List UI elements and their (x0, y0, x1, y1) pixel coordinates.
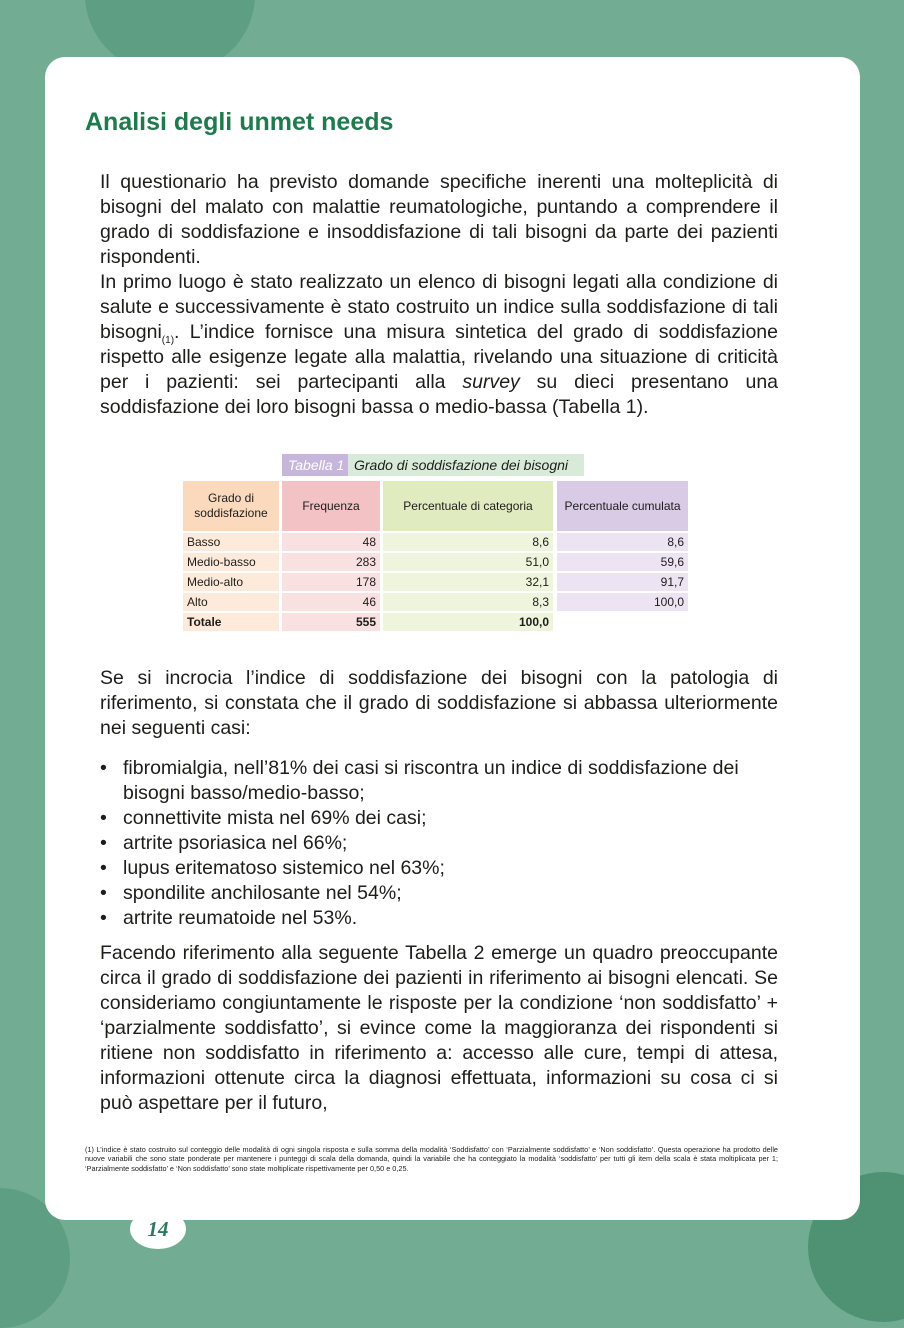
table-cell-label: Medio-alto (183, 573, 279, 591)
intro-text (85, 170, 778, 420)
page-title: Analisi degli unmet needs (85, 108, 394, 136)
table-header-grado: Grado di soddisfazione (183, 481, 279, 531)
footnote-ref: (1) (161, 334, 175, 346)
list-item: • lupus eritematoso sistemico nel 63%; (98, 856, 778, 881)
list-item: • spondilite anchilosante nel 54%; (98, 881, 778, 906)
pathology-list (98, 756, 778, 931)
list-item: • artrite psoriasica nel 66%; (98, 831, 778, 856)
table-cell-freq: 178 (282, 573, 380, 591)
table-total-label: Totale (183, 613, 279, 631)
body-paragraph-4: Facendo riferimento alla seguente Tabella 2 emerge un quadro preoccupante circa il grado di soddisfazione dei pazienti in riferimento ai bisogni elencati. Se consideriamo congiuntamente le risposte per la condizione ‘non soddisfatto’ + ‘parzialmente soddisfatto’, si evince come la maggioranza dei rispondenti si ritiene non soddisfatto in riferimento a: accesso alle cure, tempi di attesa, informazioni ottenute circa la diagnosi effettuata, informazioni su cosa ci si può aspettare per il futuro, (100, 942, 778, 1114)
table-cell-pct: 51,0 (383, 553, 553, 571)
table-cell-pct: 8,6 (383, 533, 553, 551)
table-cell-cum: 8,6 (557, 533, 688, 551)
table-caption-number: Tabella 1 (282, 454, 348, 476)
table-cell-label: Alto (183, 593, 279, 611)
intro-paragraph-2: In primo luogo è stato realizzato un elenco di bisogni legati alla condizione di salute e successivamente è stato costruito un indice sulla soddisfazione di tali bisogni$_{(1)}$. L’indice fornisce una misura sintetica del grado di soddisfazione rispetto alle esigenze legate alla malattia, rivelando una situazione di criticità per i pazienti: sei partecipanti alla survey su dieci presentano una soddisfazione dei loro bisogni bassa o medio-bassa (Tabella 1). (100, 271, 779, 418)
table-cell-cum: 59,6 (557, 553, 688, 571)
table-caption-title: Grado di soddisfazione dei bisogni (348, 454, 584, 476)
table-cell-pct: 8,3 (383, 593, 553, 611)
table-header-cumulata: Percentuale cumulata (557, 481, 688, 531)
list-item: • artrite reumatoide nel 53%. (98, 906, 778, 931)
body-paragraph-3: Se si incrocia l’indice di soddisfazione dei bisogni con la patologia di riferimento, si constata che il grado di soddisfazione si abbassa ulteriormente nei seguenti casi: (100, 667, 778, 739)
footnote: (1) L’indice è stato costruito sul conteggio delle modalità di ogni singola risposta e sulla somma della modalità ‘Soddisfatto’ con ‘Parzialmente soddisfatto’ e ‘Non soddisfatto’. Questa operazione ha prodotto delle nuove variabili che sono state ponderate per mantenere i punteggi di scala della domanda, quindi la variabile che ha conteggiato la modalità ‘soddisfatto’ per tutti gli item della scala è stata moltiplicata per 1; ‘Parzialmente soddisfatto’ e ‘Non soddisfatto’ sono state moltiplicate rispettivamente per 0,50 e 0,25. (85, 1145, 778, 1173)
table-total-pct: 100,0 (383, 613, 553, 631)
page-number: 14 (130, 1209, 186, 1249)
intro-paragraph-1: Il questionario ha previsto domande specifiche inerenti una molteplicità di bisogni del malato con malattie reumatologiche, puntando a comprendere il grado di soddisfazione e insoddisfazione di tali bisogni da parte dei pazienti rispondenti. (100, 171, 778, 268)
table-cell-freq: 283 (282, 553, 380, 571)
table-cell-pct: 32,1 (383, 573, 553, 591)
table-total-freq: 555 (282, 613, 380, 631)
list-item: • connettivite mista nel 69% dei casi; (98, 806, 778, 831)
table-header-frequenza: Frequenza (282, 481, 380, 531)
table-cell-cum: 100,0 (557, 593, 688, 611)
table-cell-label: Basso (183, 533, 279, 551)
list-item: • fibromialgia, nell’81% dei casi si riscontra un indice di soddisfazione dei bisogni basso/medio-basso; (98, 756, 778, 806)
table-cell-label: Medio-basso (183, 553, 279, 571)
table-header-percentuale: Percentuale di categoria (383, 481, 553, 531)
table-cell-freq: 48 (282, 533, 380, 551)
table-cell-freq: 46 (282, 593, 380, 611)
table-cell-cum: 91,7 (557, 573, 688, 591)
